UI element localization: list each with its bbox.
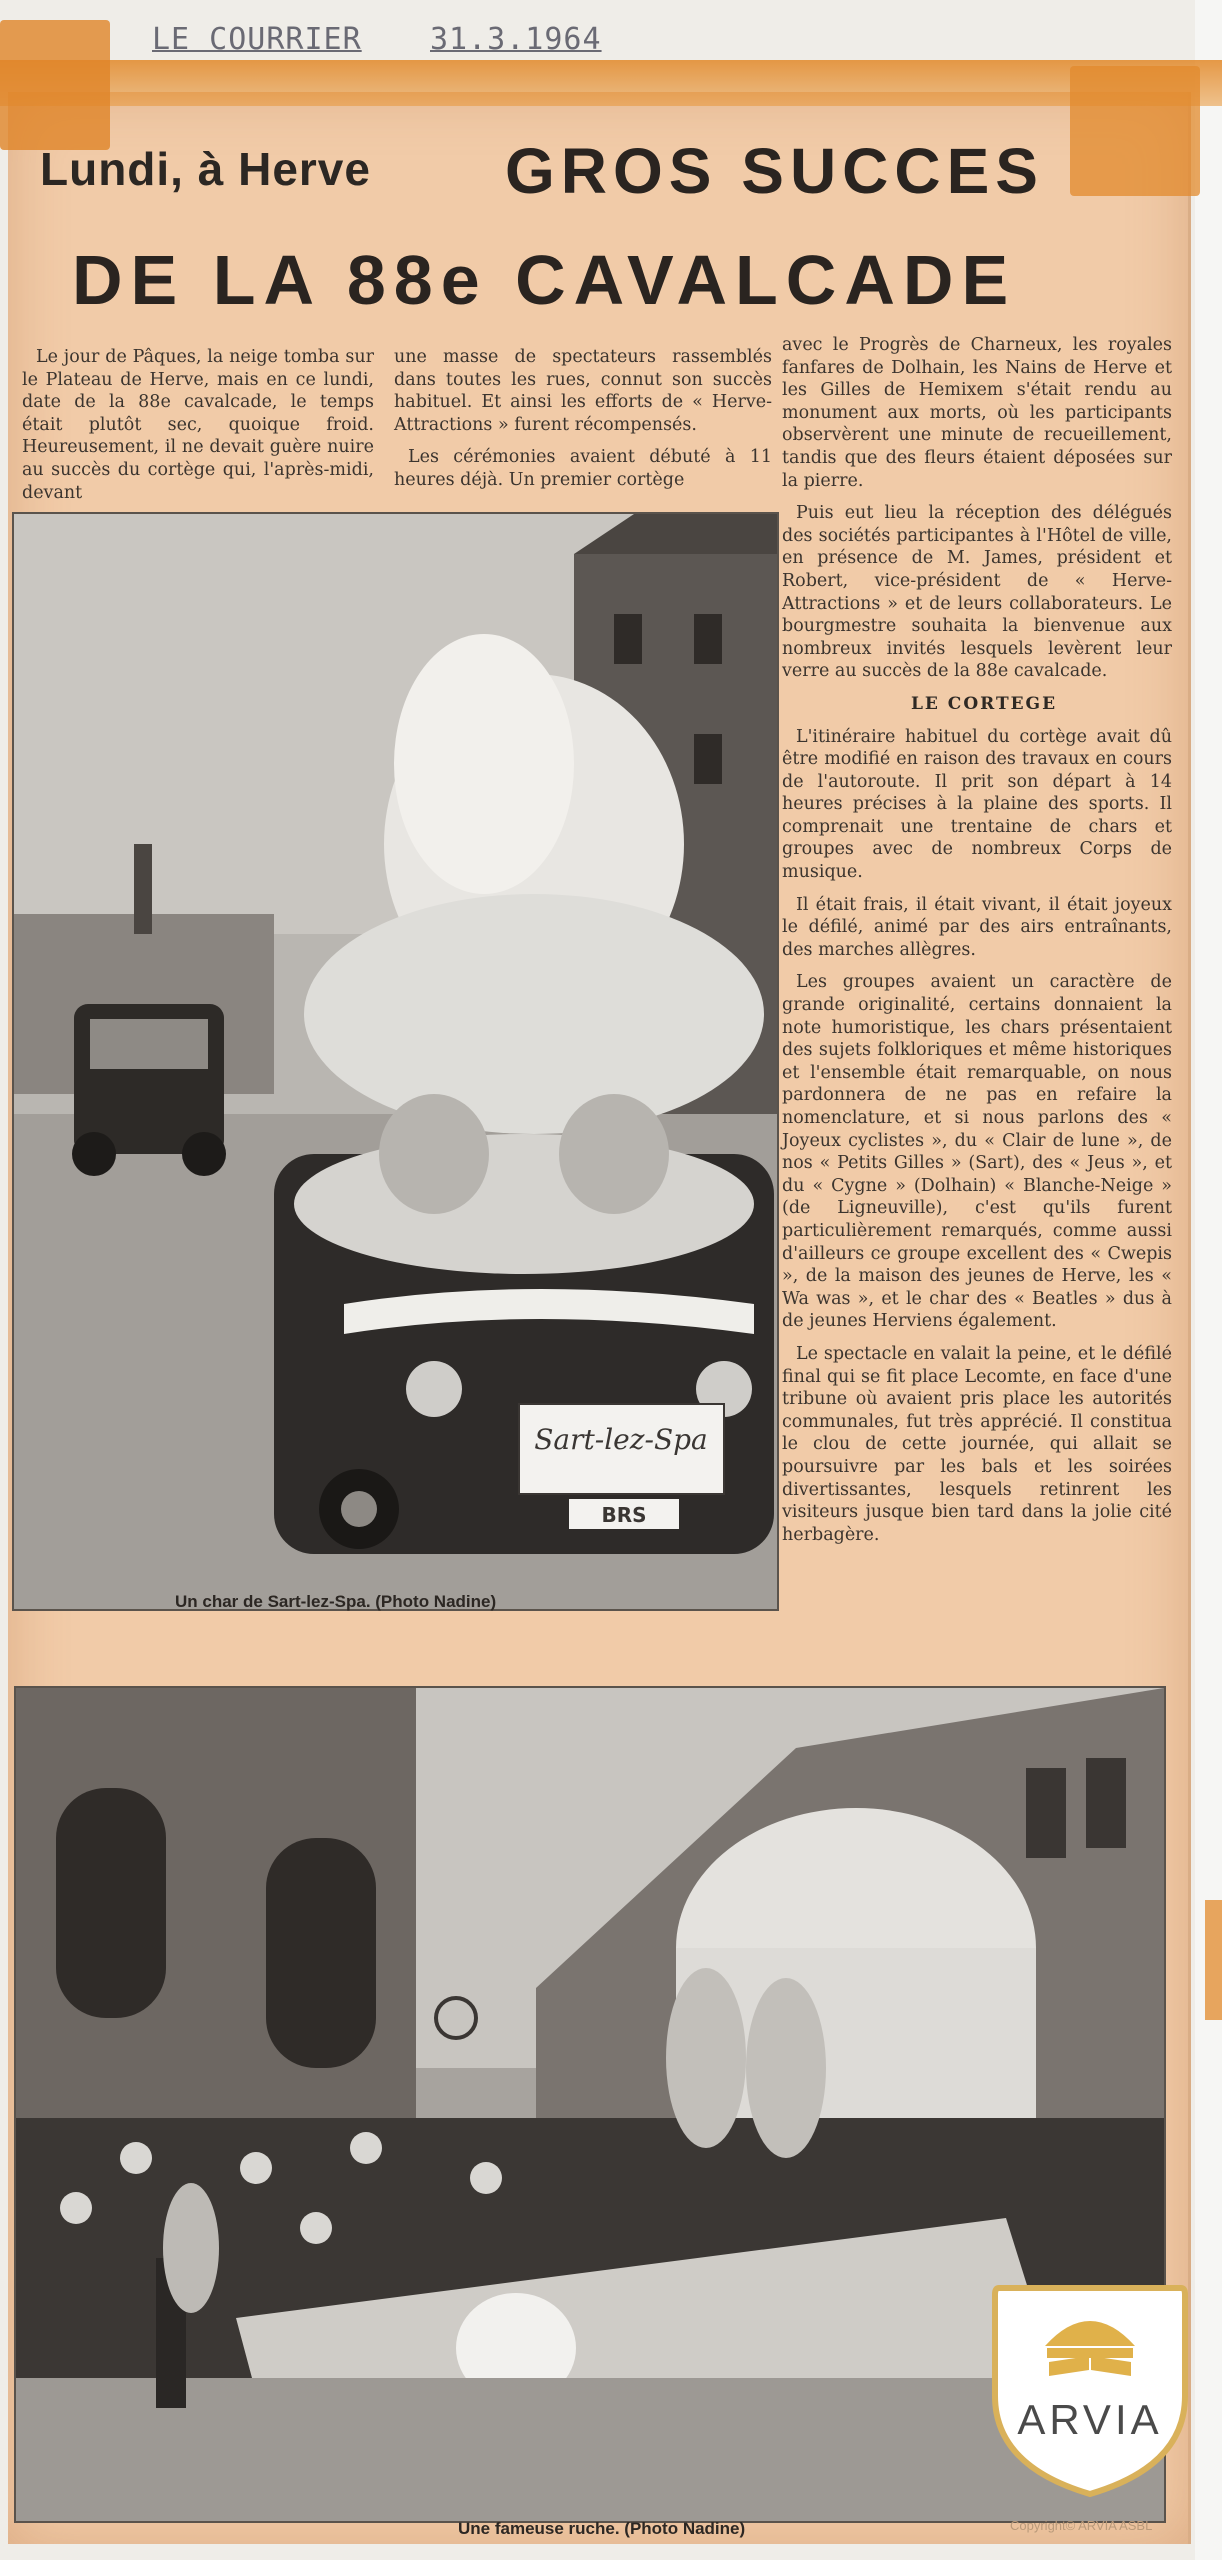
arvia-logo-text: ARVIA (1017, 2396, 1163, 2443)
article-column-2 (394, 346, 772, 502)
tape-strip-top (0, 60, 1222, 106)
col3-paragraph: Les groupes avaient un caractère de grande originalité, certains donnaient la note humoristique, les chars présentaient des sujets folkloriques et même historiques et l'ensemble était remarquable, on nous pardonnera de ne pas en refaire la nomenclature, et si nous parlons des « Joyeux cyclistes », du « Clair de lune », de nos « Petits Gilles » (Sart), des « Jeus », et du « Cygne » (Dolhain) « Blanche-Neige » (de Ligneuville), c'est qu'ils furent particulièrement remarqués, comme aussi d'ailleurs ce groupe excellent des « Cwepis », de la maison des jeunes de Herve, les « Wa was », et le char des « Beatles » dus à de jeunes Herviens également. (782, 972, 1172, 1332)
article-column-1 (22, 346, 374, 514)
headline-line-1: GROS SUCCES (505, 135, 1044, 207)
col3-paragraph: Le spectacle en valait la peine, et le défilé final qui se fit place Lecomte, en face d'une tribune où avaient pris place les autorités communales, fut très apprécié. Il constitua le clou de cette journée, qui allait se poursuivre par les bals et les soirées divertissantes, lesquels retinrent les visiteurs jusque bien tard dans la jolie cité herbagère. (782, 1343, 1172, 1545)
col2-paragraph: une masse de spectateurs rassemblés dans toutes les rues, connut son succès habituel. Et ainsi les efforts de « Herve-Attractions » furent récompensés. (394, 347, 772, 435)
tape-edge-right (1205, 1900, 1222, 2020)
article-kicker: Lundi, à Herve (40, 143, 371, 195)
col2-paragraph: Les cérémonies avaient débuté à 11 heures déjà. Un premier cortège (394, 447, 772, 490)
tape-corner-left (0, 20, 110, 150)
col1-paragraph: Le jour de Pâques, la neige tomba sur le Plateau de Herve, mais en ce lundi, date de la 88e cavalcade, le temps était plutôt sec, quoique froid. Heureusement, il ne devait guère nuire au succès du cortège qui, l'après-midi, devant (22, 347, 374, 503)
float-plate-number: BRS (601, 1503, 647, 1527)
annotation-source: LE COURRIER (152, 22, 362, 57)
col3-paragraph: Il était frais, il était vivant, il était joyeux le défilé, animé par des airs entraînants, des marches allègres. (782, 894, 1172, 960)
photo1-caption: Un char de Sart-lez-Spa. (Photo Nadine) (175, 1592, 497, 1611)
photo2-caption: Une fameuse ruche. (Photo Nadine) (458, 2519, 746, 2538)
photo-car-float (12, 512, 779, 1611)
annotation-date: 31.3.1964 (430, 22, 602, 57)
section-subheading: LE CORTEGE (910, 693, 1058, 714)
copyright-notice: Copyright© ARVIA ASBL (1010, 2518, 1153, 2533)
article-column-3 (782, 334, 1172, 1556)
tape-corner-right (1070, 66, 1200, 196)
col3-paragraph: avec le Progrès de Charneux, les royales fanfares de Dolhain, les Nains de Herve et les Gilles de Hemixem s'était rendu au monument aux morts, où les participants observèrent une minute de recueillement, tandis que des fleurs étaient déposées sur la pierre. (782, 335, 1172, 491)
float-plate-text: Sart-lez-Spa (534, 1423, 708, 1456)
scan-background (1195, 0, 1222, 2560)
col3-paragraph: L'itinéraire habituel du cortège avait dû être modifié en raison des travaux en cours de l'autoroute. Il prit son départ à 14 heures précises à la plaine des sports. Il comprenait une trentaine de chars et groupes avec de nombreux Corps de musique. (782, 726, 1172, 883)
arvia-logo (985, 2276, 1195, 2501)
col3-paragraph: Puis eut lieu la réception des délégués des sociétés participantes à l'Hôtel de ville, en présence de M. James, président et Robert, vice-président de « Herve-Attractions » et de leurs collaborateurs. Le bourgmestre souhaita la bienvenue aux nombreux invités lesquels levèrent leur verre au succès de la 88e cavalcade. (782, 503, 1172, 682)
headline-line-2: DE LA 88e CAVALCADE (72, 241, 1017, 319)
